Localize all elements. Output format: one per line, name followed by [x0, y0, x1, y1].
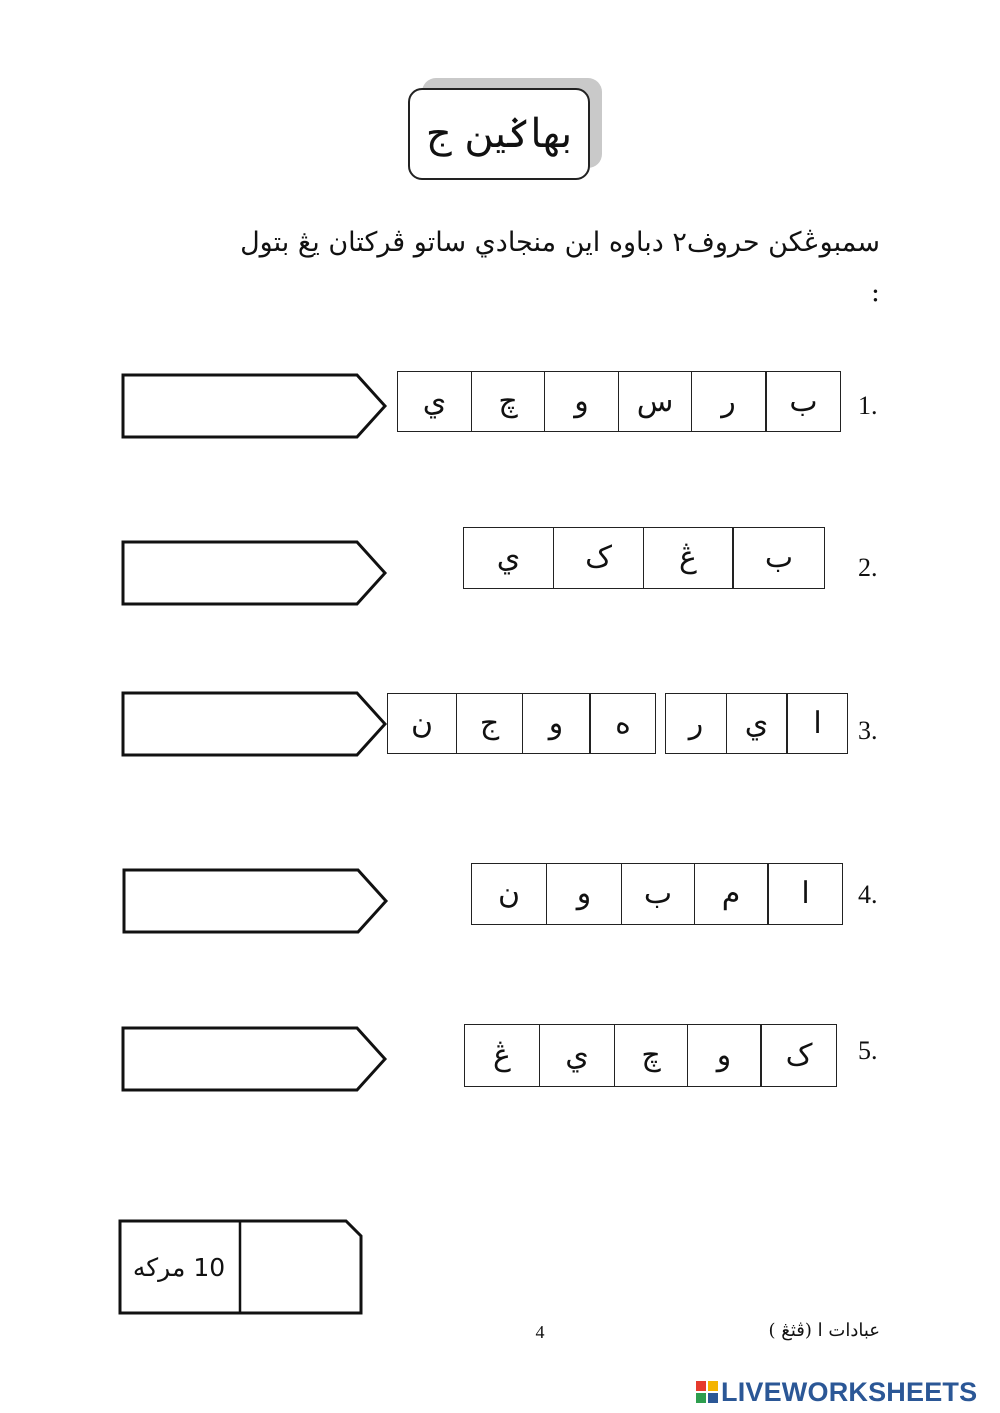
question-5-number: 5. [858, 1036, 878, 1065]
letter-cell: چ [471, 371, 546, 432]
brand-logo-icon [695, 1380, 719, 1404]
marks-label: 10 مرکه [132, 1252, 226, 1282]
question-3-number: 3. [858, 716, 878, 745]
answer-box-3[interactable] [120, 690, 390, 758]
letter-cell: ب [766, 371, 841, 432]
footer-subject: عبادات ا (ڤثڠ ) [768, 1320, 880, 1341]
letter-cell: ڠ [464, 1024, 541, 1087]
marks-score-field[interactable] [242, 1221, 360, 1313]
letter-cell: ب [621, 863, 696, 925]
letter-cell: و [546, 863, 622, 925]
letter-cell: ر [691, 371, 766, 432]
question-2-letters [464, 527, 825, 589]
letter-cell: ي [463, 527, 554, 589]
letter-cell: ي [539, 1024, 615, 1087]
letter-cell: ج [456, 693, 524, 754]
instruction-text: سمبوڠکن حروف٢ دباوه اين منجادي ساتو ڤرکتان يڠ بتول : [240, 227, 880, 308]
question-2-number: 2. [858, 553, 878, 582]
section-title-text: بهاݢين ج [425, 111, 573, 157]
letter-cell: ک [761, 1024, 837, 1087]
answer-box-2[interactable] [120, 539, 390, 607]
letter-cell: و [544, 371, 619, 432]
letter-cell: و [522, 693, 590, 754]
letter-cell: ي [397, 371, 472, 432]
section-title [408, 88, 590, 180]
answer-box-1[interactable] [120, 372, 390, 440]
answer-box-4[interactable] [121, 867, 391, 935]
letter-cell: س [618, 371, 693, 432]
letter-cell: ن [387, 693, 457, 754]
question-1-letters [395, 371, 841, 432]
brand-watermark [695, 1377, 995, 1407]
letter-cell: ا [787, 693, 848, 754]
question-5-letters [463, 1024, 837, 1087]
letter-cell: ي [726, 693, 787, 754]
letter-cell: ک [553, 527, 645, 589]
letter-cell: ن [471, 863, 548, 925]
question-3-letters-group-1 [665, 693, 848, 754]
question-1-number: 1. [858, 391, 878, 420]
letter-cell: و [687, 1024, 761, 1087]
question-4-number: 4. [858, 880, 878, 909]
marks-box [118, 1219, 364, 1315]
letter-cell: ڠ [643, 527, 733, 589]
letter-cell: ا [768, 863, 843, 925]
answer-box-5[interactable] [120, 1025, 390, 1093]
question-3-letters-group-2 [387, 693, 656, 754]
brand-name: LIVEWORKSHEETS [721, 1376, 978, 1407]
letter-cell: م [694, 863, 768, 925]
letter-cell: ه [590, 693, 656, 754]
letter-cell: چ [614, 1024, 689, 1087]
question-4-letters [470, 863, 843, 925]
letter-cell: ب [733, 527, 825, 589]
letter-cell: ر [665, 693, 728, 754]
page-number: 4 [535, 1322, 545, 1342]
